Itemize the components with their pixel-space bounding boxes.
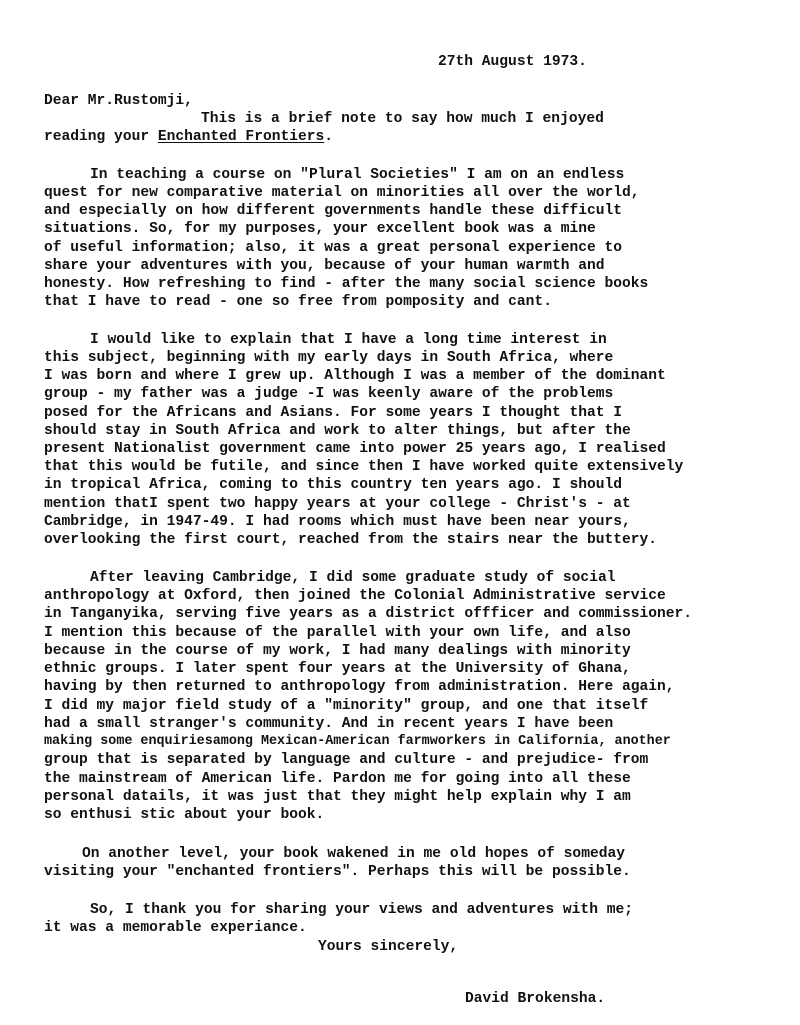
paragraph-1-line: that I have to read - one so free from pomposity and cant. [44,294,552,310]
paragraph-2-line: that this would be futile, and since then I have worked quite extensively [44,459,684,475]
paragraph-2-line: present Nationalist government came into power 25 years ago, I realised [44,441,666,457]
paragraph-5-line: it was a memorable experiance. [44,920,307,936]
paragraph-4-line: On another level, your book wakened in me old hopes of someday [82,846,625,862]
intro-line-2-suffix: . [324,129,334,145]
paragraph-1-line: In teaching a course on "Plural Societies" I am on an endless [90,167,625,183]
signature: David Brokensha. [465,991,606,1007]
paragraph-3-line: had a small stranger's community. And in recent years I have been [44,716,614,732]
paragraph-1-line: honesty. How refreshing to find - after the many social science books [44,276,649,292]
paragraph-2-line: I was born and where I grew up. Although I was a member of the dominant [44,368,666,384]
paragraph-1-line: of useful information; also, it was a great personal experience to [44,240,623,256]
paragraph-2-line: overlooking the first court, reached from the stairs near the buttery. [44,532,658,548]
paragraph-1-line: quest for new comparative material on minorities all over the world, [44,185,640,201]
paragraph-3-line: ethnic groups. I later spent four years at the University of Ghana, [44,661,631,677]
paragraph-3-line: group that is separated by language and culture - and prejudice- from [44,752,649,768]
book-title: Enchanted Frontiers [157,129,325,145]
paragraph-3-line: anthropology at Oxford, then joined the Colonial Administrative service [44,588,666,604]
intro-line-2-prefix: reading your [44,129,158,145]
intro-line-2 [44,128,333,146]
paragraph-1-line: share your adventures with you, because of your human warmth and [44,258,605,274]
paragraph-3-line: After leaving Cambridge, I did some graduate study of social [90,570,616,586]
paragraph-2-line: this subject, beginning with my early days in South Africa, where [44,350,614,366]
paragraph-3-line: so enthusi stic about your book. [44,807,325,823]
paragraph-3-line: personal datails, it was just that they might help explain why I am [44,789,631,805]
letter-date: 27th August 1973. [438,54,587,70]
paragraph-3-line: having by then returned to anthropology from administration. Here again, [44,679,675,695]
paragraph-3-line: the mainstream of American life. Pardon me for going into all these [44,771,631,787]
paragraph-2-line: group - my father was a judge -I was keenly aware of the problems [44,386,614,402]
paragraph-3-line: making some enquiriesamong Mexican-American farmworkers in California, another [44,734,671,749]
paragraph-2-line: Cambridge, in 1947-49. I had rooms which must have been near yours, [44,514,631,530]
intro-line-1: This is a brief note to say how much I enjoyed [201,111,604,127]
paragraph-2-line: I would like to explain that I have a long time interest in [90,332,607,348]
paragraph-2-line: in tropical Africa, coming to this country ten years ago. I should [44,477,623,493]
paragraph-3-line: I mention this because of the parallel with your own life, and also [44,625,631,641]
paragraph-2-line: posed for the Africans and Asians. For some years I thought that I [44,405,623,421]
paragraph-1-line: and especially on how different governments handle these difficult [44,203,623,219]
closing: Yours sincerely, [318,939,459,955]
paragraph-3-line: because in the course of my work, I had many dealings with minority [44,643,631,659]
paragraph-4-line: visiting your "enchanted frontiers". Perhaps this will be possible. [44,864,631,880]
paragraph-5-line: So, I thank you for sharing your views and adventures with me; [90,902,633,918]
paragraph-1-line: situations. So, for my purposes, your excellent book was a mine [44,221,596,237]
salutation: Dear Mr.Rustomji, [44,93,193,109]
paragraph-3-line: in Tanganyika, serving five years as a district offficer and commissioner. [44,606,693,622]
paragraph-3-line: I did my major field study of a "minority" group, and one that itself [44,698,649,714]
paragraph-2-line: should stay in South Africa and work to alter things, but after the [44,423,631,439]
paragraph-2-line: mention thatI spent two happy years at your college - Christ's - at [44,496,631,512]
